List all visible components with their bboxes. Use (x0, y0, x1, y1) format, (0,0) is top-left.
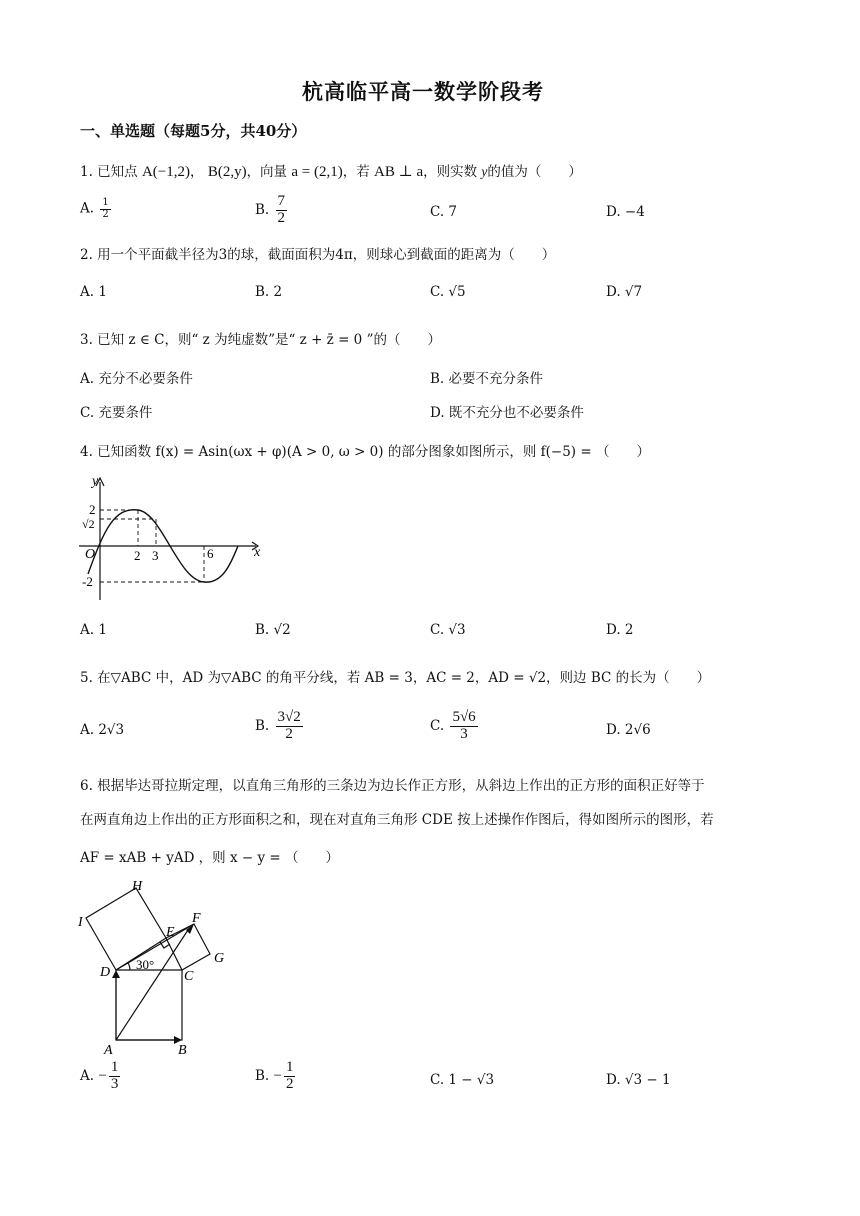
fig-label-E: E (166, 925, 175, 940)
question-4-stem: 4. 已知函数 f(x) = Asin(ωx + φ)(A > 0, ω > 0) 的部分图象如图所示，则 f(−5) = （ ） (80, 444, 650, 460)
fig-label-A: A (104, 1043, 113, 1058)
q2-option-b: B. 2 (255, 284, 283, 300)
q4-option-d: D. 2 (606, 622, 634, 638)
fig-label-F: F (192, 911, 201, 926)
section-heading: 一、单选题（每题5分，共40分） (80, 122, 307, 140)
graph-label-y: y (92, 474, 99, 489)
graph-label-x: x (254, 545, 261, 560)
q2-option-d: D. √7 (606, 284, 643, 300)
q2-option-c: C. √5 (430, 284, 466, 300)
pythagoras-figure (70, 874, 250, 1060)
fig-label-H: H (132, 879, 143, 894)
graph-tick-sqrt2: √2 (82, 517, 95, 531)
q6-option-a: A. − $\frac{1}{3}$ (80, 1059, 119, 1092)
q5-option-a: A. 2√3 (80, 722, 125, 738)
q4-option-a: A. 1 (80, 622, 107, 638)
fig-label-B: B (178, 1043, 187, 1058)
fig-angle-label: 30° (136, 957, 155, 972)
question-6-line-3: AF = xAB + yAD ，则 x − y = （ ） (80, 850, 339, 866)
q6-option-b: B. − $\frac{1}{2}$ (255, 1059, 294, 1092)
q3-option-a: A. 充分不必要条件 (80, 371, 193, 387)
q5-option-d: D. 2√6 (606, 722, 651, 738)
question-2-stem: 2. 用一个平面截半径为3的球，截面面积为4π，则球心到截面的距离为（ ） (80, 247, 556, 263)
q5-option-c: C. $\frac{5√6}{3}$ (430, 709, 476, 742)
q5-option-b: B. $\frac{3√2}{2}$ (255, 709, 301, 742)
fig-label-D: D (100, 965, 111, 980)
graph-label-origin: O (85, 547, 96, 562)
graph-tick-minus2: -2 (82, 574, 93, 589)
q4-option-c: C. √3 (430, 622, 466, 638)
square-ABCD (116, 970, 182, 1040)
q1-option-a: A. $\frac{1}{2}$ (80, 197, 109, 220)
q3-option-c: C. 充要条件 (80, 405, 153, 421)
fig-label-I: I (78, 915, 83, 930)
question-1-stem: 1. 已知点 A(−1,2)， B(2,y)，向量 a = (2,1)，若 AB ⊥ a，则实数 y的值为（ ） (80, 164, 582, 180)
graph-tick-2: 2 (89, 502, 96, 517)
page-title: 杭高临平高一数学阶段考 (302, 79, 544, 104)
sine-graph (74, 470, 274, 610)
q2-option-a: A. 1 (80, 284, 107, 300)
q6-option-d: D. √3 − 1 (606, 1072, 671, 1088)
graph-tick-x2: 2 (134, 548, 141, 563)
question-3-stem: 3. 已知 z ∈ C，则“ z 为纯虚数”是“ z + z̄ = 0 ”的（ ） (80, 332, 441, 348)
q1-option-c: C. 7 (430, 204, 458, 220)
q3-option-d: D. 既不充分也不必要条件 (430, 405, 584, 421)
q4-option-b: B. √2 (255, 622, 291, 638)
q1-option-d: D. −4 (606, 204, 645, 220)
graph-tick-x3: 3 (152, 548, 159, 563)
fig-label-G: G (214, 951, 225, 966)
fig-label-C: C (184, 969, 194, 984)
question-6-line-2: 在两直角边上作出的正方形面积之和，现在对直角三角形 CDE 按上述操作作图后，得如图所示的图形，若 (80, 812, 714, 828)
q3-option-b: B. 必要不充分条件 (430, 371, 544, 387)
graph-tick-x6: 6 (207, 546, 214, 561)
q1-option-b: B. $\frac{7}{2}$ (255, 193, 286, 226)
q6-option-c: C. 1 − √3 (430, 1072, 495, 1088)
question-6-line-1: 6. 根据毕达哥拉斯定理，以直角三角形的三条边为边长作正方形，从斜边上作出的正方形的面积正好等于 (80, 778, 705, 794)
question-5-stem: 5. 在▽ABC 中，AD 为▽ABC 的角平分线，若 AB = 3，AC = 2，AD = √2，则边 BC 的长为（ ） (80, 670, 711, 686)
